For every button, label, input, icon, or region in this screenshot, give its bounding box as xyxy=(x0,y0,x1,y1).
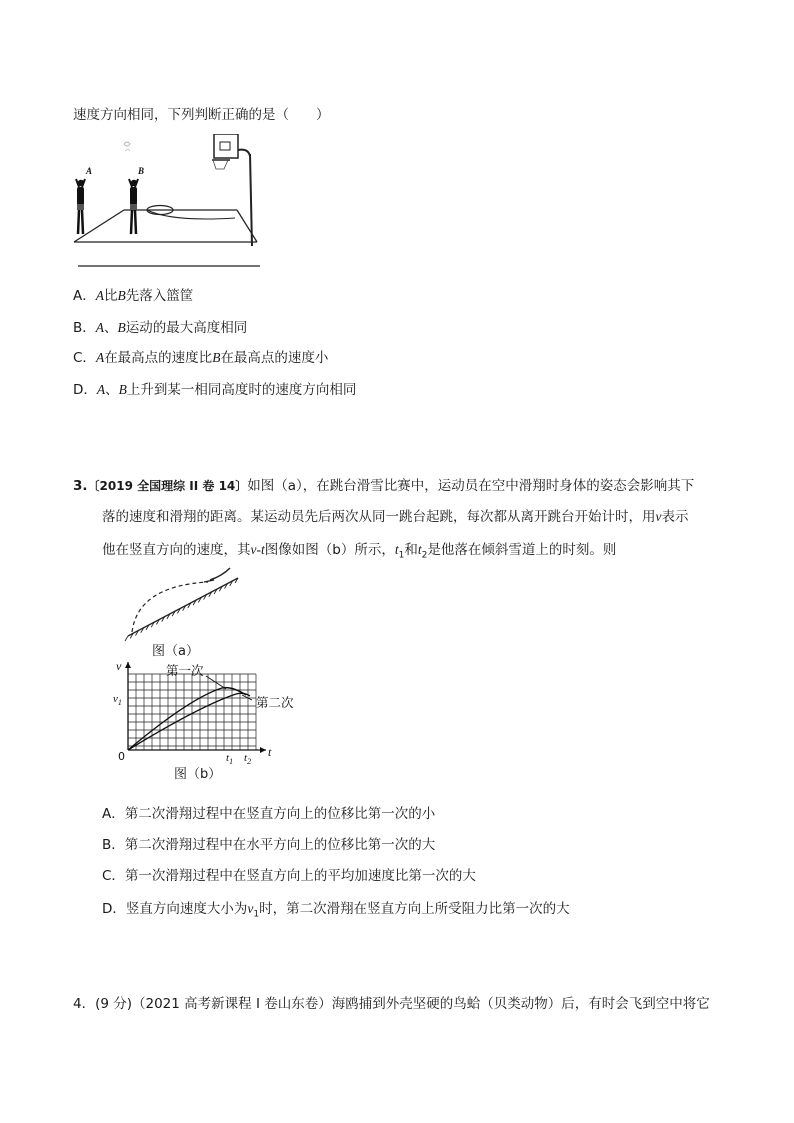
q3-line-3: 他在竖直方向的速度，其v-t图像如图（b）所示，$t_1$和$t_2$是他落在倾斜雪道上的时刻。则 xyxy=(102,542,617,561)
t1-label: $t_1$ xyxy=(226,752,234,766)
fig-a-caption: 图（a） xyxy=(152,644,199,659)
label-b: B xyxy=(138,166,145,176)
fig-b-caption: 图（b） xyxy=(174,767,222,782)
ski-jump-figure xyxy=(118,566,248,648)
t2-label: $t_2$ xyxy=(244,752,252,766)
q3-option-c: C．第一次滑翔过程中在竖直方向上的平均加速度比第一次的大 xyxy=(102,868,476,884)
q2-stem-tail: 速度方向相同，下列判断正确的是（ ） xyxy=(73,107,330,123)
q3-line-1: 3.〔2019 全国理综 II 卷 14〕如图（a），在跳台滑雪比赛中，运动员在空中滑翔时身体的姿态会影响其下 xyxy=(73,478,695,494)
q3-option-d: D．竖直方向速度大小为$v_1$时，第二次滑翔在竖直方向上所受阻力比第一次的大 xyxy=(102,901,570,920)
q4-line-1: 4．(9 分)（2021 高考新课程 I 卷山东卷）海鸥捕到外壳坚硬的鸟蛤（贝类动物）后，有时会飞到空中将它 xyxy=(73,996,710,1012)
q2-option-c: C．A在最高点的速度比B在最高点的速度小 xyxy=(73,350,329,366)
curve-first-label: 第一次 xyxy=(166,663,204,678)
slope-hatch xyxy=(125,636,128,641)
player-b xyxy=(129,179,138,234)
axis-t-label: t xyxy=(268,745,272,759)
q2-option-d: D．A、B上升到某一相同高度时的速度方向相同 xyxy=(73,382,357,398)
q3-source: 〔2019 全国理综 II 卷 14〕 xyxy=(87,479,248,493)
player-a xyxy=(76,179,85,234)
q2-option-a: A．A比B先落入篮筐 xyxy=(73,288,194,304)
axis-v-label: v xyxy=(116,659,122,673)
basketball-figure xyxy=(72,134,260,268)
vt-graph xyxy=(110,658,310,768)
label-a: A xyxy=(86,166,93,176)
q3-option-a: A．第二次滑翔过程中在竖直方向上的位移比第一次的小 xyxy=(102,806,436,822)
q3-line-2: 落的速度和滑翔的距离。某运动员先后两次从同一跳台起跳，每次都从离开跳台开始计时，用v表示 xyxy=(102,509,689,525)
curve-second-label: 第二次 xyxy=(256,695,294,710)
q3-number: 3. xyxy=(73,478,88,494)
origin-label: 0 xyxy=(118,750,125,763)
q3-option-b: B．第二次滑翔过程中在水平方向上的位移比第一次的大 xyxy=(102,837,436,853)
v1-label: $v_1$ xyxy=(113,693,122,707)
q2-option-b: B．A、B运动的最大高度相同 xyxy=(73,320,248,336)
